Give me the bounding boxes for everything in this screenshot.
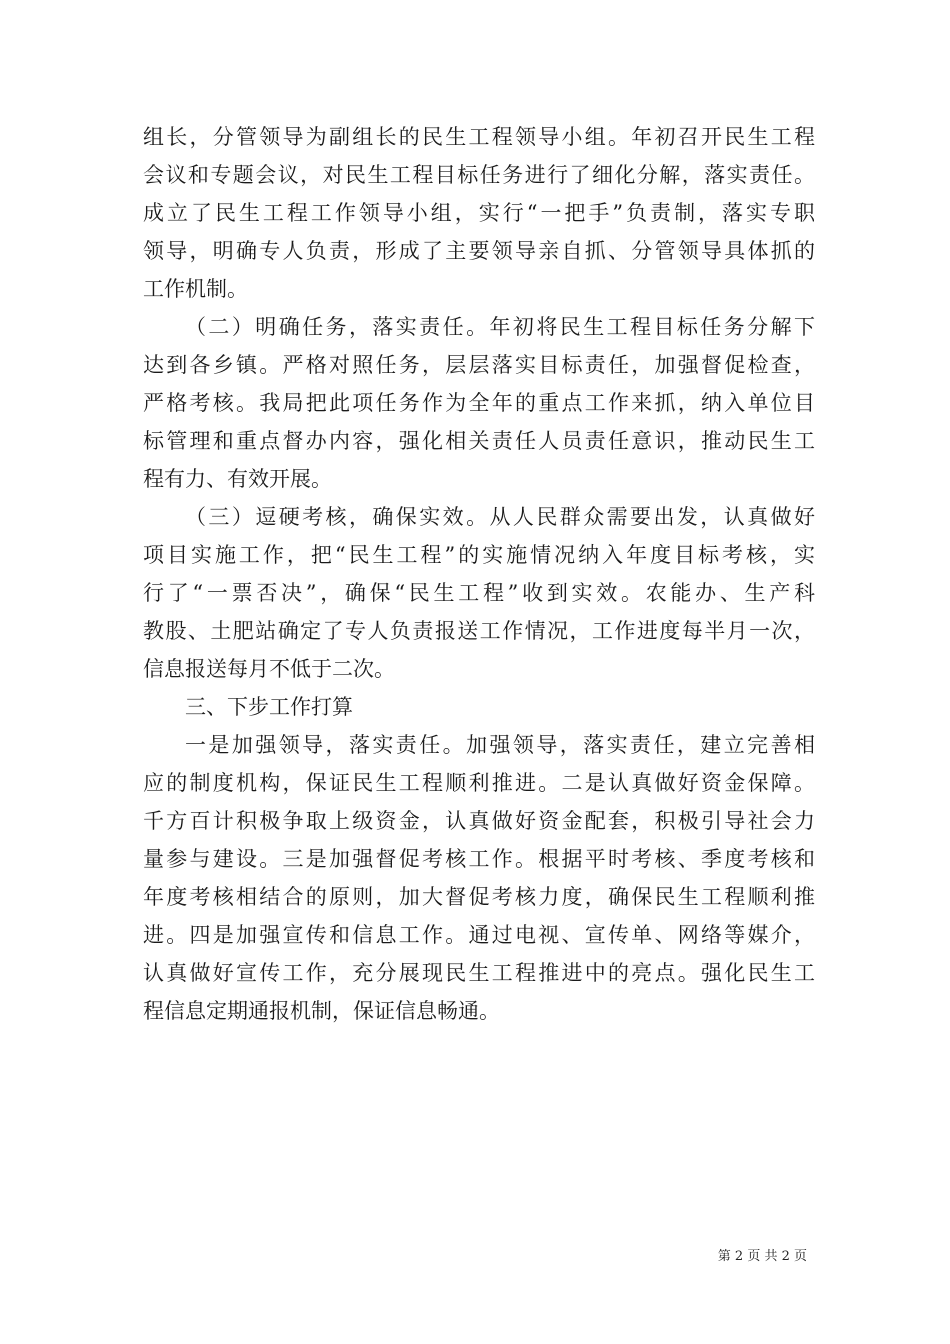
document-body <box>143 118 815 1030</box>
paragraph-line: 达到各乡镇。严格对照任务，层层落实目标责任，加强督促检查， <box>143 353 815 377</box>
paragraph-line: 进。四是加强宣传和信息工作。通过电视、宣传单、网络等媒介， <box>143 923 815 947</box>
paragraph-line: 程信息定期通报机制，保证信息畅通。 <box>143 999 500 1023</box>
paragraph-line: 量参与建设。三是加强督促考核工作。根据平时考核、季度考核和 <box>143 847 815 871</box>
paragraph-line: 程有力、有效开展。 <box>143 467 332 491</box>
paragraph-line: 项目实施工作，把“民生工程”的实施情况纳入年度目标考核，实 <box>143 543 815 567</box>
paragraph-line: 行了“一票否决”，确保“民生工程”收到实效。农能办、生产科 <box>143 581 815 605</box>
paragraph-line: 工作机制。 <box>143 277 248 301</box>
paragraph-line: 成立了民生工程工作领导小组，实行“一把手”负责制，落实专职 <box>143 201 815 225</box>
paragraph-line: 严格考核。我局把此项任务作为全年的重点工作来抓，纳入单位目 <box>143 391 815 415</box>
paragraph-line: 组长，分管领导为副组长的民生工程领导小组。年初召开民生工程 <box>143 125 815 149</box>
paragraph-line: 信息报送每月不低于二次。 <box>143 657 395 681</box>
paragraph-line: 认真做好宣传工作，充分展现民生工程推进中的亮点。强化民生工 <box>143 961 815 985</box>
paragraph-line: 千方百计积极争取上级资金，认真做好资金配套，积极引导社会力 <box>143 809 815 833</box>
paragraph-line: 一是加强领导，落实责任。加强领导，落实责任，建立完善相 <box>185 733 815 757</box>
paragraph-line: 年度考核相结合的原则，加大督促考核力度，确保民生工程顺利推 <box>143 885 815 909</box>
section-heading: 三、下步工作打算 <box>185 695 353 719</box>
paragraph-line: （二）明确任务，落实责任。年初将民生工程目标任务分解下 <box>185 315 815 339</box>
paragraph-line: 教股、土肥站确定了专人负责报送工作情况，工作进度每半月一次， <box>143 619 815 643</box>
paragraph-line: 标管理和重点督办内容，强化相关责任人员责任意识，推动民生工 <box>143 429 815 453</box>
paragraph-line: 领导，明确专人负责，形成了主要领导亲自抓、分管领导具体抓的 <box>143 239 815 263</box>
paragraph-line: 会议和专题会议，对民生工程目标任务进行了细化分解，落实责任。 <box>143 163 815 187</box>
page-number-footer: 第 2 页 共 2 页 <box>717 1249 807 1264</box>
paragraph-line: 应的制度机构，保证民生工程顺利推进。二是认真做好资金保障。 <box>143 771 815 795</box>
paragraph-line: （三）逗硬考核，确保实效。从人民群众需要出发，认真做好 <box>185 505 815 529</box>
